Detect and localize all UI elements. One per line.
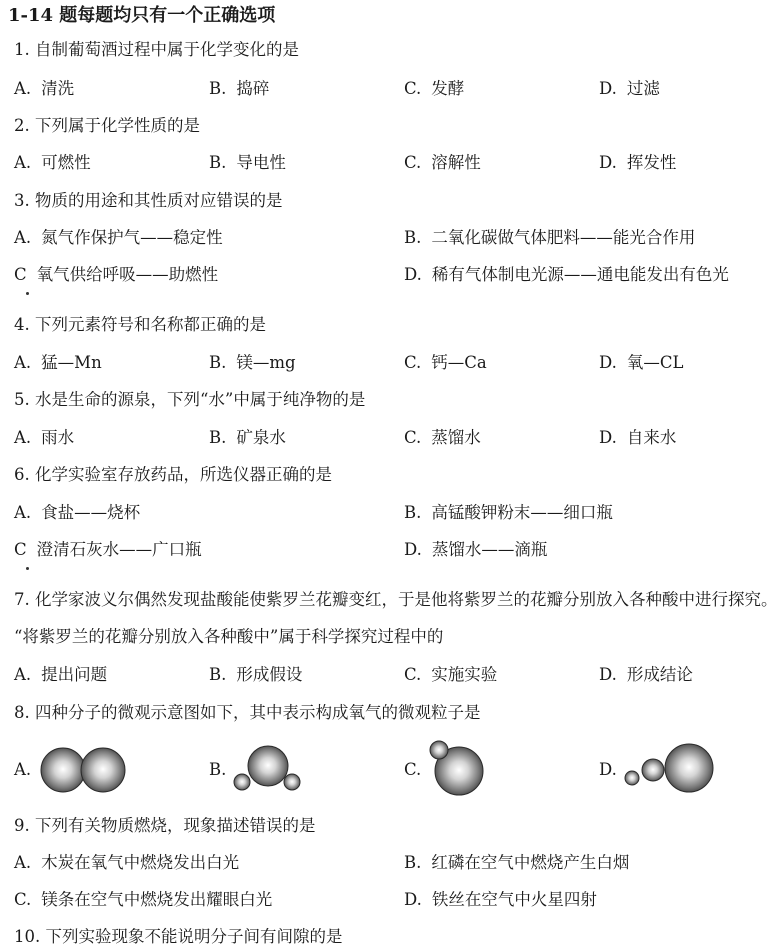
q9-option-a[interactable] <box>14 852 239 874</box>
molecule-b-water-icon[interactable] <box>232 744 304 794</box>
q1-option-b[interactable] <box>209 78 269 100</box>
option-label: D. <box>599 153 617 172</box>
option-label: A. <box>14 153 32 172</box>
option-text: 形成假设 <box>236 665 303 684</box>
q8-option-b[interactable] <box>209 759 226 781</box>
question-4-stem: 4. 下列元素符号和名称都正确的是 <box>14 315 266 334</box>
q4-option-a[interactable] <box>14 352 102 374</box>
q5-option-d[interactable] <box>599 427 676 449</box>
option-label: D. <box>404 890 422 909</box>
q2-option-c[interactable] <box>404 152 481 174</box>
option-text: 木炭在氧气中燃烧发出白光 <box>41 853 240 872</box>
q2-option-b[interactable] <box>209 152 286 174</box>
stray-dot <box>26 567 29 570</box>
molecule-c-atom-pair-icon[interactable] <box>426 738 492 798</box>
option-label: A. <box>14 428 32 447</box>
option-label: D. <box>599 665 617 684</box>
q5-option-a[interactable] <box>14 427 74 449</box>
option-text: 发酵 <box>431 79 465 98</box>
stray-dot <box>26 292 29 295</box>
option-label: A. <box>14 760 32 779</box>
option-text: 矿泉水 <box>236 428 286 447</box>
question-2-stem: 2. 下列属于化学性质的是 <box>14 116 200 135</box>
option-label: C. <box>404 79 422 98</box>
q6-option-a[interactable] <box>14 502 140 524</box>
q4-option-c[interactable] <box>404 352 487 374</box>
option-label: A. <box>14 228 32 247</box>
option-label: D. <box>404 540 422 559</box>
option-label: D. <box>404 265 422 284</box>
q3-option-c[interactable] <box>14 264 218 286</box>
option-text: 蒸馏水——滴瓶 <box>431 540 548 559</box>
q9-option-c[interactable] <box>14 889 272 911</box>
q7-option-c[interactable] <box>404 664 497 686</box>
q7-option-a[interactable] <box>14 664 107 686</box>
q8-option-c[interactable] <box>404 759 421 781</box>
option-text: 可燃性 <box>41 153 91 172</box>
option-label: B. <box>209 79 227 98</box>
option-label: A. <box>14 79 32 98</box>
option-text: 氧—CL <box>626 353 684 372</box>
molecule-d-chain-icon[interactable] <box>622 740 722 796</box>
q3-option-b[interactable] <box>404 227 695 249</box>
option-text: 镁—mg <box>236 353 296 372</box>
question-6-stem: 6. 化学实验室存放药品，所选仪器正确的是 <box>14 465 332 484</box>
option-text: 高锰酸钾粉末——细口瓶 <box>431 503 613 522</box>
option-label: B. <box>209 428 227 447</box>
q9-option-d[interactable] <box>404 889 597 911</box>
q2-option-d[interactable] <box>599 152 676 174</box>
q1-option-d[interactable] <box>599 78 660 100</box>
option-text: 二氧化碳做气体肥料——能光合作用 <box>431 228 696 247</box>
option-text: 形成结论 <box>626 665 693 684</box>
q8-option-a[interactable] <box>14 759 31 781</box>
option-label: B. <box>404 853 422 872</box>
option-text: 氧气供给呼吸——助燃性 <box>36 265 219 284</box>
q9-option-b[interactable] <box>404 852 629 874</box>
option-label: A. <box>14 853 32 872</box>
q3-option-d[interactable] <box>404 264 729 286</box>
option-text: 自来水 <box>626 428 677 447</box>
molecule-a-diatomic-icon[interactable] <box>38 746 130 794</box>
option-text: 雨水 <box>41 428 75 447</box>
option-label: B. <box>404 228 422 247</box>
option-label: A. <box>14 503 32 522</box>
question-3-stem: 3. 物质的用途和其性质对应错误的是 <box>14 191 283 210</box>
option-text: 蒸馏水 <box>431 428 481 447</box>
question-7-stem: 7. 化学家波义尔偶然发现盐酸能使紫罗兰花瓣变红，于是他将紫罗兰的花瓣分别放入各种酸中进行探究。 <box>14 590 778 609</box>
option-label: B. <box>209 353 227 372</box>
q6-option-c[interactable] <box>14 539 202 561</box>
question-10-stem: 10. 下列实验现象不能说明分子间有间隙的是 <box>14 927 343 946</box>
option-text: 镁条在空气中燃烧发出耀眼白光 <box>41 890 273 909</box>
question-7-stem-continued: “将紫罗兰的花瓣分别放入各种酸中”属于科学探究过程中的 <box>14 627 444 646</box>
option-label: C. <box>404 153 422 172</box>
question-5-stem: 5. 水是生命的源泉，下列“水”中属于纯净物的是 <box>14 390 366 409</box>
q7-option-d[interactable] <box>599 664 693 686</box>
question-8-stem: 8. 四种分子的微观示意图如下，其中表示构成氧气的微观粒子是 <box>14 703 481 722</box>
option-text: 钙—Ca <box>431 353 487 372</box>
option-text: 红磷在空气中燃烧产生白烟 <box>431 853 630 872</box>
q1-option-c[interactable] <box>404 78 464 100</box>
option-label: C. <box>404 665 422 684</box>
option-text: 导电性 <box>236 153 286 172</box>
question-1-stem: 1. 自制葡萄酒过程中属于化学变化的是 <box>14 40 299 59</box>
option-label: D. <box>599 353 617 372</box>
q5-option-c[interactable] <box>404 427 481 449</box>
option-label: C. <box>404 760 422 779</box>
option-text: 澄清石灰水——广口瓶 <box>36 540 202 559</box>
option-label: B. <box>209 760 227 779</box>
option-label: B. <box>209 665 227 684</box>
question-9-stem: 9. 下列有关物质燃烧，现象描述错误的是 <box>14 816 316 835</box>
option-text: 捣碎 <box>236 79 270 98</box>
option-label: A. <box>14 353 32 372</box>
option-text: 实施实验 <box>431 665 498 684</box>
option-label: A. <box>14 665 32 684</box>
q4-option-b[interactable] <box>209 352 296 374</box>
option-text: 挥发性 <box>626 153 677 172</box>
option-label: D. <box>599 428 617 447</box>
q6-option-d[interactable] <box>404 539 547 561</box>
q1-option-a[interactable] <box>14 78 74 100</box>
option-label: C. <box>404 428 422 447</box>
option-text: 氮气作保护气——稳定性 <box>41 228 223 247</box>
option-text: 猛—Mn <box>41 353 102 372</box>
option-text: 铁丝在空气中火星四射 <box>431 890 597 909</box>
q2-option-a[interactable] <box>14 152 91 174</box>
q5-option-b[interactable] <box>209 427 286 449</box>
option-label: C. <box>404 353 422 372</box>
option-label: C. <box>14 890 32 909</box>
option-label: D. <box>599 760 617 779</box>
q4-option-d[interactable] <box>599 352 683 374</box>
option-text: 稀有气体制电光源——通电能发出有色光 <box>431 265 729 284</box>
option-label: C <box>14 540 27 559</box>
option-text: 溶解性 <box>431 153 481 172</box>
option-label: B. <box>404 503 422 522</box>
q3-option-a[interactable] <box>14 227 223 249</box>
option-label: C <box>14 265 27 284</box>
option-text: 过滤 <box>626 79 660 98</box>
q8-option-d[interactable] <box>599 759 617 781</box>
option-text: 提出问题 <box>41 665 108 684</box>
option-text: 清洗 <box>41 79 75 98</box>
option-text: 食盐——烧杯 <box>41 503 141 522</box>
q7-option-b[interactable] <box>209 664 302 686</box>
q6-option-b[interactable] <box>404 502 613 524</box>
option-label: D. <box>599 79 617 98</box>
section-title: 1-14 题每题均只有一个正确选项 <box>8 5 276 26</box>
option-label: B. <box>209 153 227 172</box>
